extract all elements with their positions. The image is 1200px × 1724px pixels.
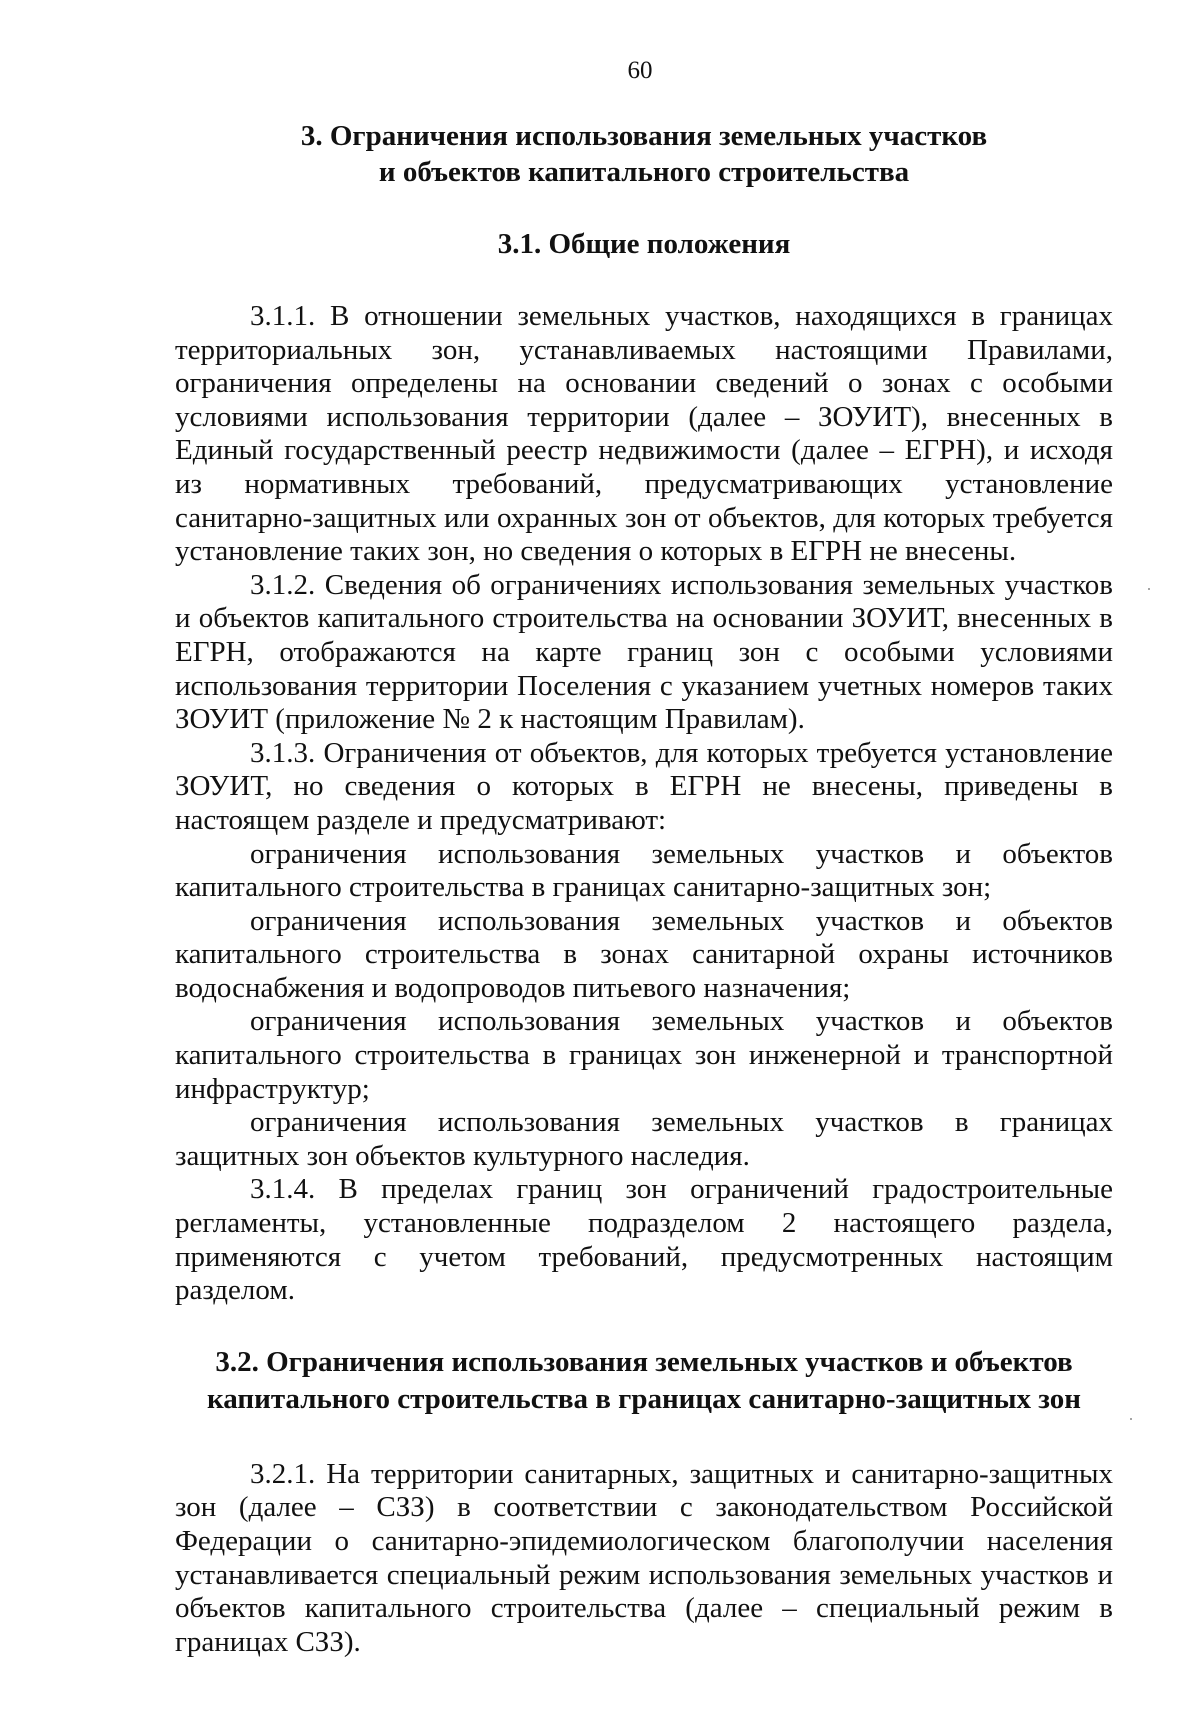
list-item-sanitary-zones: ограничения использования земельных участков и объектов капитального строительства в границах санитарно-защитных зон; [175, 837, 1113, 904]
paragraph-3-1-4: 3.1.4. В пределах границ зон ограничений градостроительные регламенты, установленные подразделом 2 настоящего раздела, применяются с учетом требований, предусмотренных настоящим разделом. [175, 1173, 1113, 1307]
paragraph-3-2-1: 3.2.1. На территории санитарных, защитных и санитарно-защитных зон (далее – СЗЗ) в соответствии с законодательством Российской Федерации о санитарно-эпидемиологическом благополучии населения устанавливается специальный режим использования земельных участков и объектов капитального строительства (далее – специальный режим в границах СЗЗ). [175, 1457, 1113, 1658]
paragraph-3-1-3: 3.1.3. Ограничения от объектов, для которых требуется установление ЗОУИТ, но сведения о которых в ЕГРН не внесены, приведены в настоящем разделе и предусматривают: [175, 736, 1113, 836]
page-number: 60 [627, 57, 653, 84]
list-item-water-protection: ограничения использования земельных участков и объектов капитального строительства в зонах санитарной охраны источников водоснабжения и водопроводов питьевого назначения; [175, 904, 1113, 1004]
section-3-heading [175, 118, 1113, 190]
list-item-infrastructure: ограничения использования земельных участков и объектов капитального строительства в границах зон инженерной и транспортной инфраструктур; [175, 1005, 1113, 1105]
document-body [175, 118, 1113, 1659]
section-3-1-heading: 3.1. Общие положения [497, 228, 791, 260]
paragraph-3-1-1: 3.1.1. В отношении земельных участков, находящихся в границах территориальных зон, устанавливаемых настоящими Правилами, ограничения определены на основании сведений о зонах с особыми условиями использования территории (далее – ЗОУИТ), внесенных в Единый государственный реестр недвижимости (далее – ЕГРН), и исходя из нормативных требований, предусматривающих установление санитарно-защитных или охранных зон от объектов, для которых требуется установление таких зон, но сведения о которых в ЕГРН не внесены. [175, 300, 1113, 568]
section-3-heading-line2: и объектов капитального строительства [378, 156, 910, 188]
section-3-2-heading-line1: 3.2. Ограничения использования земельных участков и объектов [215, 1345, 1073, 1378]
section-3-2-heading-line2: капитального строительства в границах санитарно-защитных зон [207, 1382, 1081, 1415]
list-item-cultural-heritage: ограничения использования земельных участков в границах защитных зон объектов культурного наследия. [175, 1106, 1113, 1172]
paragraph-3-1-2: 3.1.2. Сведения об ограничениях использования земельных участков и объектов капитального строительства на основании ЗОУИТ, внесенных в ЕГРН, отображаются на карте границ зон с особыми условиями использования территории Поселения с указанием учетных номеров таких ЗОУИТ (приложение № 2 к настоящим Правилам). [175, 568, 1113, 736]
scan-speck [1148, 588, 1150, 590]
scan-speck [1130, 1418, 1132, 1420]
section-3-heading-line1: 3. Ограничения использования земельных участков [300, 120, 988, 152]
section-3-2-heading [175, 1344, 1113, 1418]
